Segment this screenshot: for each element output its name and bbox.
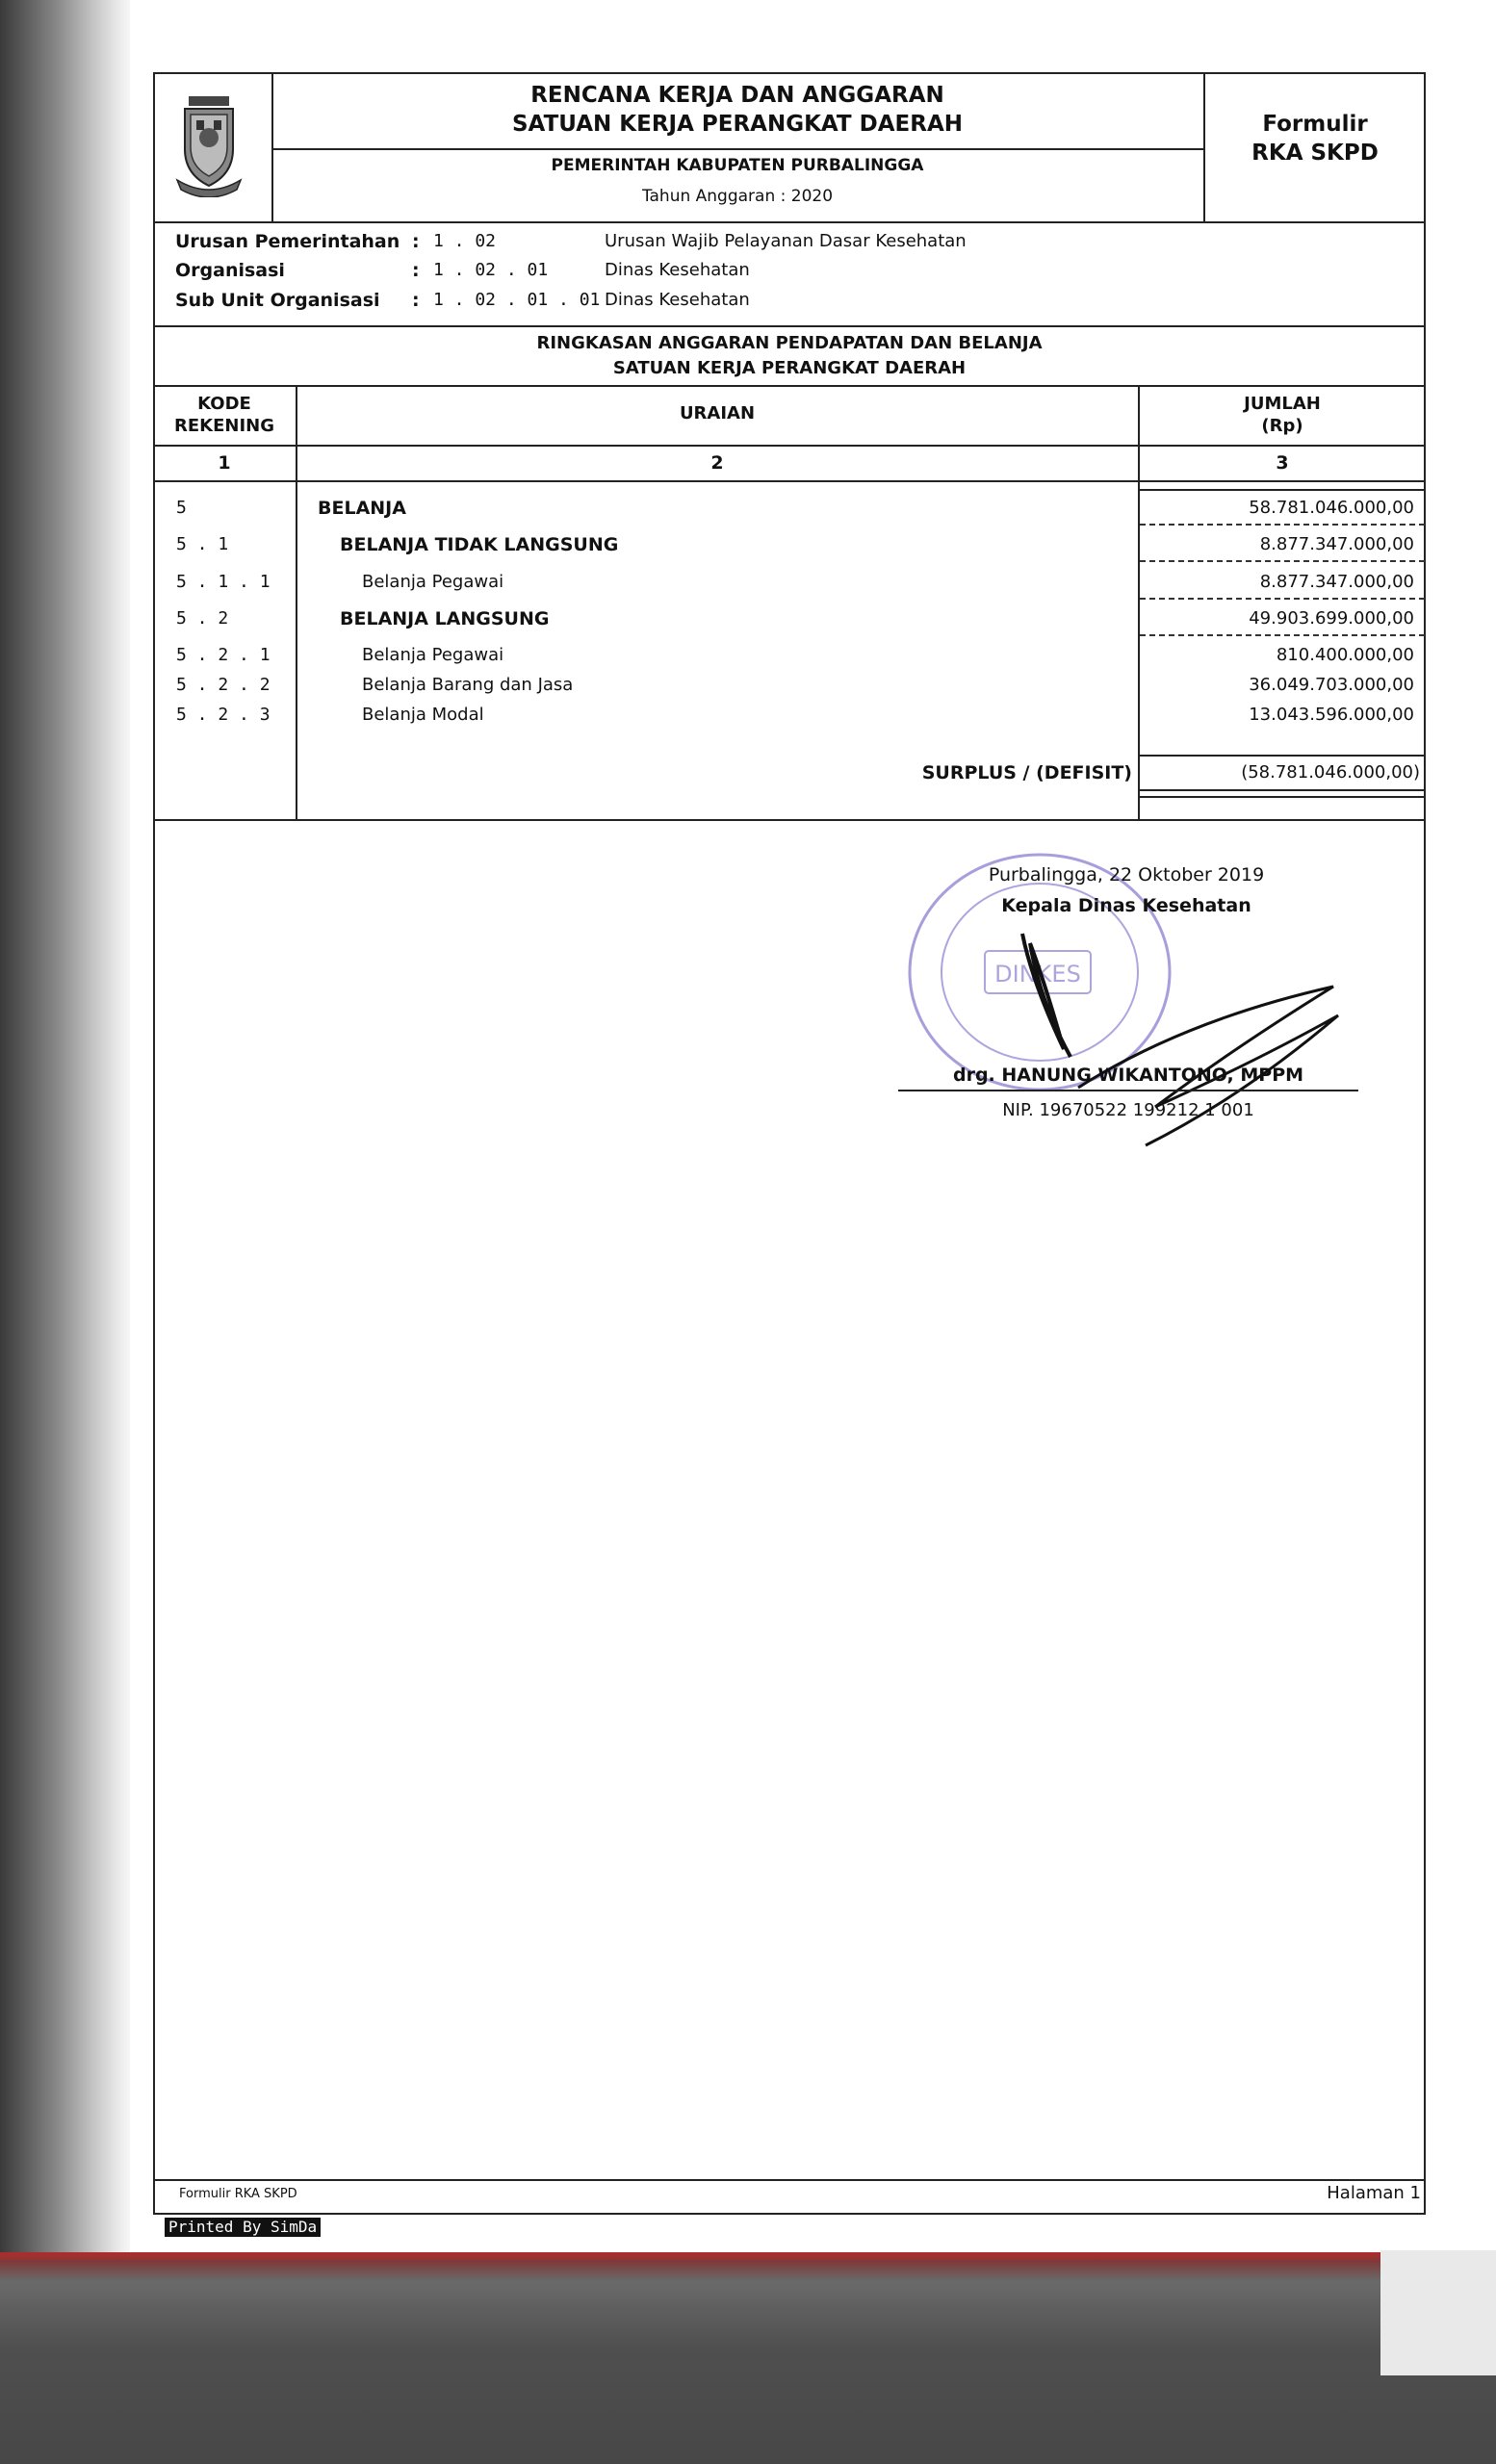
col-header-kode: KODE xyxy=(197,394,251,414)
row-underline xyxy=(1140,598,1425,600)
row-uraian: Belanja Barang dan Jasa xyxy=(362,675,574,695)
col-number-2: 2 xyxy=(710,452,724,474)
summary-title: RINGKASAN ANGGARAN PENDAPATAN DAN BELANJA xyxy=(536,333,1043,353)
info-divider xyxy=(153,325,1426,327)
fiscal-year: Tahun Anggaran : 2020 xyxy=(641,187,834,206)
row-jumlah: 8.877.347.000,00 xyxy=(1259,572,1414,592)
info-desc-urusan: Urusan Wajib Pelayanan Dasar Kesehatan xyxy=(605,231,967,251)
row-underline xyxy=(1140,560,1425,562)
surplus-top-line xyxy=(1138,755,1426,757)
col-header-jumlah: JUMLAH xyxy=(1244,394,1321,414)
footer-page-number: Halaman 1 xyxy=(1327,2183,1421,2203)
row-uraian: BELANJA TIDAK LANGSUNG xyxy=(340,534,619,555)
title-divider xyxy=(271,148,1203,150)
row-uraian: BELANJA LANGSUNG xyxy=(340,608,550,629)
row-kode: 5 . 2 xyxy=(176,608,229,629)
info-label-subunit: Sub Unit Organisasi xyxy=(175,290,380,311)
row-uraian: BELANJA xyxy=(318,498,406,519)
col-header-uraian: URAIAN xyxy=(679,403,756,424)
row-jumlah: 810.400.000,00 xyxy=(1276,645,1414,665)
regency-emblem-icon xyxy=(173,91,245,197)
footer-form-name: Formulir RKA SKPD xyxy=(179,2187,297,2201)
scan-paper-corner xyxy=(1380,2250,1496,2375)
signatory-underline xyxy=(898,1090,1358,1091)
row-kode: 5 . 2 . 2 xyxy=(176,675,271,695)
col-number-1: 1 xyxy=(218,452,231,474)
surplus-value: (58.781.046.000,00) xyxy=(1241,762,1420,783)
col-number-3: 3 xyxy=(1276,452,1289,474)
row-underline xyxy=(1140,524,1425,526)
signature-place-date: Purbalingga, 22 Oktober 2019 xyxy=(988,864,1265,886)
info-desc-subunit: Dinas Kesehatan xyxy=(605,290,750,310)
row-underline xyxy=(1140,634,1425,636)
signatory-nip: NIP. 19670522 199212 1 001 xyxy=(1002,1100,1254,1120)
form-label: Formulir xyxy=(1262,112,1368,137)
info-desc-organisasi: Dinas Kesehatan xyxy=(605,260,750,280)
row-uraian: Belanja Pegawai xyxy=(362,572,504,592)
info-sep: : xyxy=(412,231,420,252)
svg-text:DINKES: DINKES xyxy=(994,961,1081,988)
row-kode: 5 . 1 . 1 xyxy=(176,572,271,592)
info-label-urusan: Urusan Pemerintahan xyxy=(175,231,400,252)
table-bottom-line xyxy=(153,819,1426,821)
row-jumlah: 13.043.596.000,00 xyxy=(1249,705,1414,725)
surplus-label: SURPLUS / (DEFISIT) xyxy=(921,762,1132,783)
row-jumlah: 49.903.699.000,00 xyxy=(1249,608,1414,629)
info-label-organisasi: Organisasi xyxy=(175,260,285,281)
table-header-divider xyxy=(153,445,1426,447)
info-sep: : xyxy=(412,260,420,281)
row-kode: 5 . 2 . 1 xyxy=(176,645,271,665)
info-code-subunit: 1 . 02 . 01 . 01 xyxy=(433,290,601,310)
col-header-rekening: REKENING xyxy=(173,416,274,436)
scan-background-bottom xyxy=(0,2252,1496,2464)
info-code-urusan: 1 . 02 xyxy=(433,231,497,251)
signatory-name: drg. HANUNG WIKANTONO, MPPM xyxy=(952,1065,1304,1086)
jumlah-double-line xyxy=(1138,489,1426,491)
row-kode: 5 . 1 xyxy=(176,534,229,554)
header-divider xyxy=(153,221,1426,223)
row-jumlah: 58.781.046.000,00 xyxy=(1249,498,1414,518)
row-uraian: Belanja Modal xyxy=(362,705,484,725)
table-number-divider xyxy=(153,480,1426,482)
form-subtitle: SATUAN KERJA PERANGKAT DAERAH xyxy=(511,112,963,137)
row-jumlah: 8.877.347.000,00 xyxy=(1259,534,1414,554)
summary-divider xyxy=(153,385,1426,387)
row-jumlah: 36.049.703.000,00 xyxy=(1249,675,1414,695)
row-kode: 5 . 2 . 3 xyxy=(176,705,271,725)
info-code-organisasi: 1 . 02 . 01 xyxy=(433,260,549,280)
government-name: PEMERINTAH KABUPATEN PURBALINGGA xyxy=(551,156,924,175)
row-uraian: Belanja Pegawai xyxy=(362,645,504,665)
summary-subtitle: SATUAN KERJA PERANGKAT DAERAH xyxy=(612,358,967,378)
form-label-code: RKA SKPD xyxy=(1251,141,1379,166)
form-title: RENCANA KERJA DAN ANGGARAN xyxy=(530,83,944,108)
scan-shadow-left xyxy=(0,0,130,2272)
col-header-rp: (Rp) xyxy=(1261,416,1303,436)
printed-by-label: Printed By SimDa xyxy=(165,2218,321,2237)
surplus-bottom-line xyxy=(1138,789,1426,791)
info-sep: : xyxy=(412,290,420,311)
row-kode: 5 xyxy=(176,498,187,518)
signature-position: Kepala Dinas Kesehatan xyxy=(1001,895,1251,916)
surplus-double-line xyxy=(1138,796,1426,798)
